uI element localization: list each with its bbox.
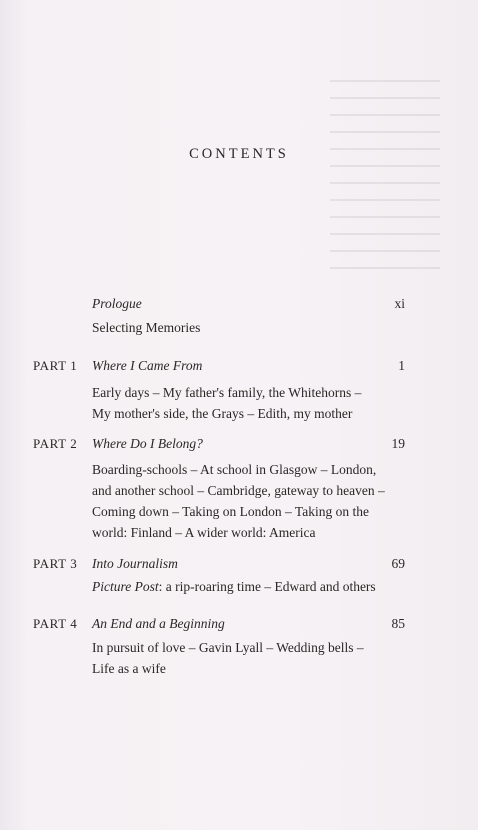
description-line: world: Finland – A wider world: America (92, 525, 316, 540)
chapter-description (92, 576, 422, 597)
description-line: Selecting Memories (92, 320, 201, 335)
magazine-title: Picture Post (92, 579, 159, 594)
chapter-title: Prologue (92, 296, 142, 311)
part-label: PART 3 (33, 556, 78, 571)
part-label: PART 1 (33, 358, 78, 373)
description-line: Boarding-schools – At school in Glasgow – London, (92, 462, 377, 477)
page-number: 85 (391, 616, 405, 631)
description-line: Early days – My father's family, the Whitehorns – (92, 385, 362, 400)
chapter-description (92, 637, 422, 679)
page-number: 19 (391, 436, 405, 451)
description-line: and another school – Cambridge, gateway to heaven – (92, 483, 385, 498)
contents-heading: CONTENTS (189, 146, 289, 162)
chapter-title: Where I Came From (92, 358, 203, 373)
description-rest: : a rip-roaring time – Edward and others (158, 579, 376, 594)
show-through-text (330, 80, 440, 280)
description-line: My mother's side, the Grays – Edith, my mother (92, 406, 353, 421)
chapter-title: Where Do I Belong? (92, 436, 203, 451)
chapter-description (92, 459, 422, 543)
description-line: Coming down – Taking on London – Taking on the (92, 504, 369, 519)
description-line (92, 576, 422, 597)
chapter-title: Into Journalism (92, 556, 178, 571)
page-number: xi (394, 296, 405, 311)
description-line: In pursuit of love – Gavin Lyall – Wedding bells – (92, 640, 364, 655)
description-line: Life as a wife (92, 661, 166, 676)
part-label: PART 2 (33, 436, 78, 451)
part-label: PART 4 (33, 616, 78, 631)
chapter-title: An End and a Beginning (92, 616, 225, 631)
chapter-description (92, 382, 422, 424)
chapter-description (92, 317, 422, 338)
page-number: 69 (391, 556, 405, 571)
page-number: 1 (398, 358, 405, 373)
